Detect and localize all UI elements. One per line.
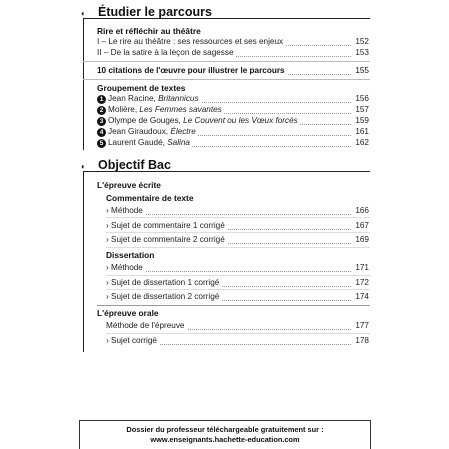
page-number: 157 — [355, 105, 369, 114]
page-number: 172 — [355, 278, 369, 287]
subgroup-heading-dissertation: Dissertation — [106, 250, 155, 260]
toc-entry[interactable]: › Sujet de dissertation 2 corrigé 174 — [106, 292, 369, 301]
row-separator — [106, 232, 370, 233]
page-number: 167 — [355, 221, 369, 230]
section-title: Étudier le parcours — [98, 5, 212, 19]
number-badge-icon: 4 — [97, 128, 106, 137]
footer-link[interactable]: www.enseignants.hachette-education.com — [150, 435, 300, 444]
row-separator — [106, 289, 370, 290]
page-number: 162 — [355, 138, 369, 147]
group-heading-groupement: Groupement de textes — [97, 83, 186, 93]
page-number: 169 — [355, 235, 369, 244]
toc-entry[interactable]: › Méthode 166 — [106, 206, 369, 215]
toc-entry[interactable]: 5 Laurent Gaudé, Salina 162 — [97, 138, 369, 148]
group-separator — [83, 61, 370, 62]
toc-entry[interactable]: › Sujet de commentaire 1 corrigé 167 — [106, 221, 369, 230]
section-title: Objectif Bac — [98, 158, 171, 172]
number-badge-icon: 1 — [97, 95, 106, 104]
toc-entry[interactable]: 4 Jean Giraudoux, Électre 161 — [97, 127, 369, 137]
row-separator — [106, 333, 370, 334]
number-badge-icon: 2 — [97, 106, 106, 115]
page-number: 153 — [355, 48, 369, 57]
page-number: 178 — [355, 336, 369, 345]
section-rule — [83, 171, 370, 172]
group-heading-ecrite: L'épreuve écrite — [97, 180, 161, 190]
group-separator — [97, 305, 370, 306]
row-separator — [106, 275, 370, 276]
footer-box — [79, 420, 371, 449]
toc-entry[interactable]: 2 Molière, Les Femmes savantes 157 — [97, 105, 369, 115]
section-vertical-rule — [83, 171, 84, 352]
row-separator — [106, 247, 370, 248]
subgroup-heading-commentaire: Commentaire de texte — [106, 193, 194, 203]
toc-entry-citations[interactable]: 10 citations de l'œuvre pour illustrer le parcours 155 — [97, 66, 369, 75]
section-vertical-rule — [83, 18, 84, 150]
toc-entry[interactable]: › Méthode 171 — [106, 263, 369, 272]
page-number: 166 — [355, 206, 369, 215]
number-badge-icon: 5 — [97, 139, 106, 148]
section-bullet-icon: ◐ — [81, 162, 86, 171]
page-number: 159 — [355, 116, 369, 125]
page-number: 177 — [355, 321, 369, 330]
toc-entry[interactable]: 1 Jean Racine, Britannicus 156 — [97, 94, 369, 104]
toc-entry[interactable]: I – Le rire au théâtre : ses ressources et ses enjeux 152 — [97, 37, 369, 46]
toc-entry[interactable]: › Sujet de commentaire 2 corrigé 169 — [106, 235, 369, 244]
row-separator — [106, 217, 370, 218]
page-number: 171 — [355, 263, 369, 272]
section-bullet-icon: ◐ — [81, 9, 86, 18]
page-number: 152 — [355, 37, 369, 46]
page-number: 156 — [355, 94, 369, 103]
page-number: 161 — [355, 127, 369, 136]
group-separator — [83, 79, 370, 80]
toc-entry[interactable]: 3 Olympe de Gouges, Le Couvent ou les Vœux forcés 159 — [97, 116, 369, 126]
number-badge-icon: 3 — [97, 117, 106, 126]
toc-entry[interactable]: › Sujet de dissertation 1 corrigé 172 — [106, 278, 369, 287]
group-heading-rire: Rire et réfléchir au théâtre — [97, 26, 201, 36]
footer-text: Dossier du professeur téléchargeable gratuitement sur : — [126, 425, 324, 434]
toc-entry[interactable]: › Sujet corrigé 178 — [106, 336, 369, 345]
page-number: 174 — [355, 292, 369, 301]
section-rule — [83, 18, 370, 19]
group-heading-orale: L'épreuve orale — [97, 308, 159, 318]
toc-entry[interactable]: Méthode de l'épreuve 177 — [106, 321, 369, 330]
toc-entry[interactable]: II – De la satire à la leçon de sagesse 153 — [97, 48, 369, 57]
page-number: 155 — [355, 66, 369, 75]
